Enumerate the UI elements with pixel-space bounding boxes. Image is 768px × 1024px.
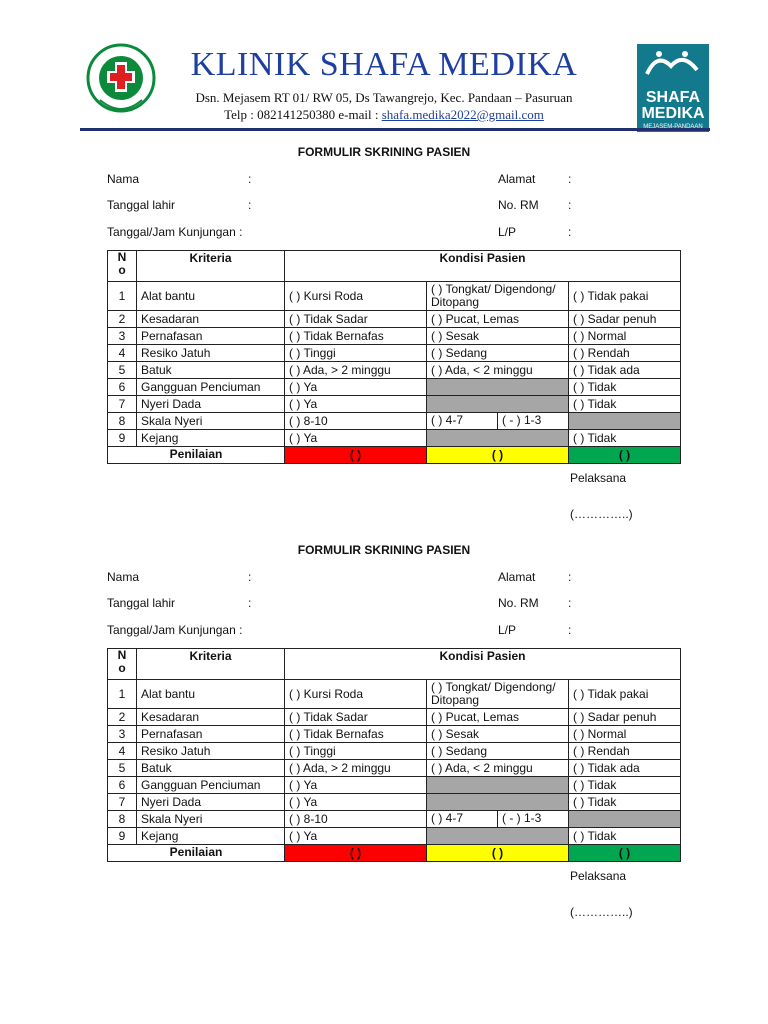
row-criteria: Resiko Jatuh — [137, 743, 285, 760]
field-tanggal-lahir-input[interactable]: : — [248, 198, 252, 212]
field-no-rm-label: No. RM — [498, 198, 539, 212]
field-no-rm-label: No. RM — [498, 596, 539, 610]
option-yellow-split — [427, 413, 569, 430]
pelaksana-label: Pelaksana — [570, 869, 627, 883]
logo-medika-text: MEDIKA — [641, 105, 705, 122]
option-yellow[interactable]: ( ) Pucat, Lemas — [427, 311, 569, 328]
pelaksana-label: Pelaksana — [570, 471, 627, 485]
row-number: 6 — [108, 777, 137, 794]
option-green[interactable]: ( ) Tidak — [569, 794, 681, 811]
penilaian-row — [108, 845, 681, 862]
option-yellow[interactable]: ( ) Sesak — [427, 328, 569, 345]
field-tanggal-lahir-label: Tanggal lahir — [107, 198, 176, 212]
option-red[interactable]: ( ) Ya — [285, 396, 427, 413]
option-green[interactable]: ( ) Tidak — [569, 777, 681, 794]
form-title: FORMULIR SKRINING PASIEN — [297, 145, 471, 159]
field-nama-input[interactable]: : — [248, 570, 252, 584]
field-kunjungan-label[interactable]: Tanggal/Jam Kunjungan : — [107, 623, 243, 637]
option-red[interactable]: ( ) Ya — [285, 379, 427, 396]
option-red[interactable]: ( ) Tidak Sadar — [285, 311, 427, 328]
table-row — [108, 362, 681, 379]
option-red[interactable]: ( ) 8-10 — [285, 811, 427, 828]
field-lp-input[interactable]: : — [568, 623, 572, 637]
option-red[interactable]: ( ) Ya — [285, 794, 427, 811]
option-disabled — [569, 413, 681, 430]
option-disabled — [427, 396, 569, 413]
row-criteria: Alat bantu — [137, 680, 285, 709]
row-number: 5 — [108, 760, 137, 777]
option-yellow[interactable]: ( ) 4-7 — [427, 413, 498, 429]
field-lp-label: L/P — [498, 623, 517, 637]
header-kriteria: Kriteria — [137, 251, 285, 282]
header-kondisi: Kondisi Pasien — [285, 251, 681, 282]
row-number: 3 — [108, 726, 137, 743]
form-title: FORMULIR SKRINING PASIEN — [297, 543, 471, 557]
option-green[interactable]: ( ) Tidak ada — [569, 760, 681, 777]
row-criteria: Skala Nyeri — [137, 811, 285, 828]
table-row — [108, 379, 681, 396]
option-yellow[interactable]: ( ) Sedang — [427, 345, 569, 362]
option-yellow-split — [427, 811, 569, 828]
option-green[interactable]: ( ) Tidak — [569, 396, 681, 413]
table-row — [108, 726, 681, 743]
table-row — [108, 328, 681, 345]
table-row — [108, 311, 681, 328]
option-yellow[interactable]: ( ) Sesak — [427, 726, 569, 743]
table-row — [108, 777, 681, 794]
row-criteria: Nyeri Dada — [137, 396, 285, 413]
option-green[interactable]: ( ) Tidak — [569, 379, 681, 396]
row-number: 7 — [108, 396, 137, 413]
field-alamat-label: Alamat — [498, 172, 536, 186]
row-criteria: Nyeri Dada — [137, 794, 285, 811]
header-no: N o — [108, 251, 137, 282]
score-yellow[interactable]: ( ) — [427, 845, 569, 862]
clinic-name: KLINIK SHAFA MEDIKA — [190, 46, 578, 83]
option-green[interactable]: ( ) Tidak — [569, 828, 681, 845]
split-options — [427, 811, 568, 827]
option-yellow[interactable]: ( ) Ada, < 2 minggu — [427, 362, 569, 379]
row-number: 2 — [108, 311, 137, 328]
option-disabled — [427, 777, 569, 794]
option-red[interactable]: ( ) Tidak Bernafas — [285, 726, 427, 743]
table-row — [108, 828, 681, 845]
row-criteria: Kejang — [137, 430, 285, 447]
option-red[interactable]: ( ) Ada, > 2 minggu — [285, 362, 427, 379]
header-kriteria: Kriteria — [137, 649, 285, 680]
table-row — [108, 345, 681, 362]
shafa-medika-logo — [637, 44, 709, 132]
table-row — [108, 413, 681, 430]
option-red[interactable]: ( ) Ya — [285, 430, 427, 447]
row-number: 9 — [108, 828, 137, 845]
penilaian-label: Penilaian — [108, 447, 285, 464]
option-red[interactable]: ( ) Tidak Sadar — [285, 709, 427, 726]
row-number: 4 — [108, 743, 137, 760]
option-red[interactable]: ( ) Kursi Roda — [285, 680, 427, 709]
row-number: 2 — [108, 709, 137, 726]
header-kondisi: Kondisi Pasien — [285, 649, 681, 680]
option-green-inline[interactable]: ( - ) 1-3 — [502, 413, 542, 427]
field-tanggal-lahir-label: Tanggal lahir — [107, 596, 176, 610]
phone-text: Telp : 082141250380 e-mail : — [224, 107, 382, 122]
table-row — [108, 680, 681, 709]
score-red[interactable]: ( ) — [285, 447, 427, 464]
row-criteria: Kesadaran — [137, 311, 285, 328]
row-criteria: Pernafasan — [137, 726, 285, 743]
email-link[interactable]: shafa.medika2022@gmail.com — [381, 107, 544, 122]
option-green[interactable]: ( ) Tidak ada — [569, 362, 681, 379]
option-green[interactable]: ( ) Sadar penuh — [569, 709, 681, 726]
option-yellow[interactable]: ( ) Pucat, Lemas — [427, 709, 569, 726]
row-criteria: Skala Nyeri — [137, 413, 285, 430]
row-criteria: Kejang — [137, 828, 285, 845]
row-number: 6 — [108, 379, 137, 396]
field-nama-label: Nama — [107, 172, 140, 186]
option-green[interactable]: ( ) Normal — [569, 328, 681, 345]
option-disabled — [427, 828, 569, 845]
option-disabled — [427, 379, 569, 396]
row-number: 8 — [108, 811, 137, 828]
option-yellow[interactable]: ( ) 4-7 — [427, 811, 498, 827]
option-disabled — [427, 794, 569, 811]
row-number: 5 — [108, 362, 137, 379]
row-criteria: Gangguan Penciuman — [137, 777, 285, 794]
score-green[interactable]: ( ) — [569, 845, 681, 862]
header-no: N o — [108, 649, 137, 680]
option-red[interactable]: ( ) Ya — [285, 828, 427, 845]
row-criteria: Resiko Jatuh — [137, 345, 285, 362]
table-row — [108, 430, 681, 447]
signature-field[interactable]: (…………..) — [570, 507, 633, 521]
table-row — [108, 282, 681, 311]
row-criteria: Batuk — [137, 760, 285, 777]
field-alamat-input[interactable]: : — [568, 172, 572, 186]
option-green[interactable]: ( ) Sadar penuh — [569, 311, 681, 328]
row-number: 8 — [108, 413, 137, 430]
screening-table — [107, 250, 681, 464]
screening-form-1 — [0, 145, 768, 543]
option-green[interactable]: ( ) Tidak — [569, 430, 681, 447]
row-criteria: Alat bantu — [137, 282, 285, 311]
option-green[interactable]: ( ) Rendah — [569, 345, 681, 362]
table-row — [108, 794, 681, 811]
signature-field[interactable]: (…………..) — [570, 905, 633, 919]
field-lp-label: L/P — [498, 225, 517, 239]
field-nama-label: Nama — [107, 570, 140, 584]
option-yellow[interactable]: ( ) Tongkat/ Digendong/ Ditopang — [427, 282, 569, 311]
option-green[interactable]: ( ) Tidak pakai — [569, 680, 681, 709]
screening-table — [107, 648, 681, 862]
option-red[interactable]: ( ) 8-10 — [285, 413, 427, 430]
option-red[interactable]: ( ) Ya — [285, 777, 427, 794]
table-row — [108, 811, 681, 828]
field-lp-input[interactable]: : — [568, 225, 572, 239]
row-number: 3 — [108, 328, 137, 345]
row-criteria: Pernafasan — [137, 328, 285, 345]
option-red[interactable]: ( ) Tidak Bernafas — [285, 328, 427, 345]
field-alamat-label: Alamat — [498, 570, 536, 584]
split-options — [427, 413, 568, 429]
field-nama-input[interactable]: : — [248, 172, 252, 186]
option-red[interactable]: ( ) Tinggi — [285, 743, 427, 760]
option-yellow[interactable]: ( ) Tongkat/ Digendong/ Ditopang — [427, 680, 569, 709]
row-number: 1 — [108, 680, 137, 709]
penilaian-row — [108, 447, 681, 464]
option-yellow[interactable]: ( ) Sedang — [427, 743, 569, 760]
table-row — [108, 760, 681, 777]
option-red[interactable]: ( ) Tinggi — [285, 345, 427, 362]
option-green[interactable]: ( ) Normal — [569, 726, 681, 743]
table-row — [108, 709, 681, 726]
screening-form-2 — [0, 543, 768, 941]
field-alamat-input[interactable]: : — [568, 570, 572, 584]
penilaian-label: Penilaian — [108, 845, 285, 862]
row-number: 7 — [108, 794, 137, 811]
option-green-inline[interactable]: ( - ) 1-3 — [502, 811, 542, 825]
table-row — [108, 743, 681, 760]
score-green[interactable]: ( ) — [569, 447, 681, 464]
option-green[interactable]: ( ) Tidak pakai — [569, 282, 681, 311]
field-tanggal-lahir-input[interactable]: : — [248, 596, 252, 610]
clinic-address: Dsn. Mejasem RT 01/ RW 05, Ds Tawangrejo, Kec. Pandaan – Pasuruan — [195, 90, 573, 105]
option-green[interactable]: ( ) Rendah — [569, 743, 681, 760]
row-criteria: Kesadaran — [137, 709, 285, 726]
row-criteria: Batuk — [137, 362, 285, 379]
option-red[interactable]: ( ) Ada, > 2 minggu — [285, 760, 427, 777]
field-no-rm-input[interactable]: : — [568, 198, 572, 212]
field-no-rm-input[interactable]: : — [568, 596, 572, 610]
header-divider — [80, 128, 710, 131]
row-number: 9 — [108, 430, 137, 447]
score-yellow[interactable]: ( ) — [427, 447, 569, 464]
table-row — [108, 396, 681, 413]
logo-location-text: MEJASEM-PANDAAN — [643, 124, 703, 130]
logo-shafa-text: SHAFA — [645, 89, 701, 106]
option-yellow[interactable]: ( ) Ada, < 2 minggu — [427, 760, 569, 777]
row-criteria: Gangguan Penciuman — [137, 379, 285, 396]
row-number: 1 — [108, 282, 137, 311]
field-kunjungan-label[interactable]: Tanggal/Jam Kunjungan : — [107, 225, 243, 239]
option-disabled — [569, 811, 681, 828]
option-disabled — [427, 430, 569, 447]
score-red[interactable]: ( ) — [285, 845, 427, 862]
row-number: 4 — [108, 345, 137, 362]
option-red[interactable]: ( ) Kursi Roda — [285, 282, 427, 311]
